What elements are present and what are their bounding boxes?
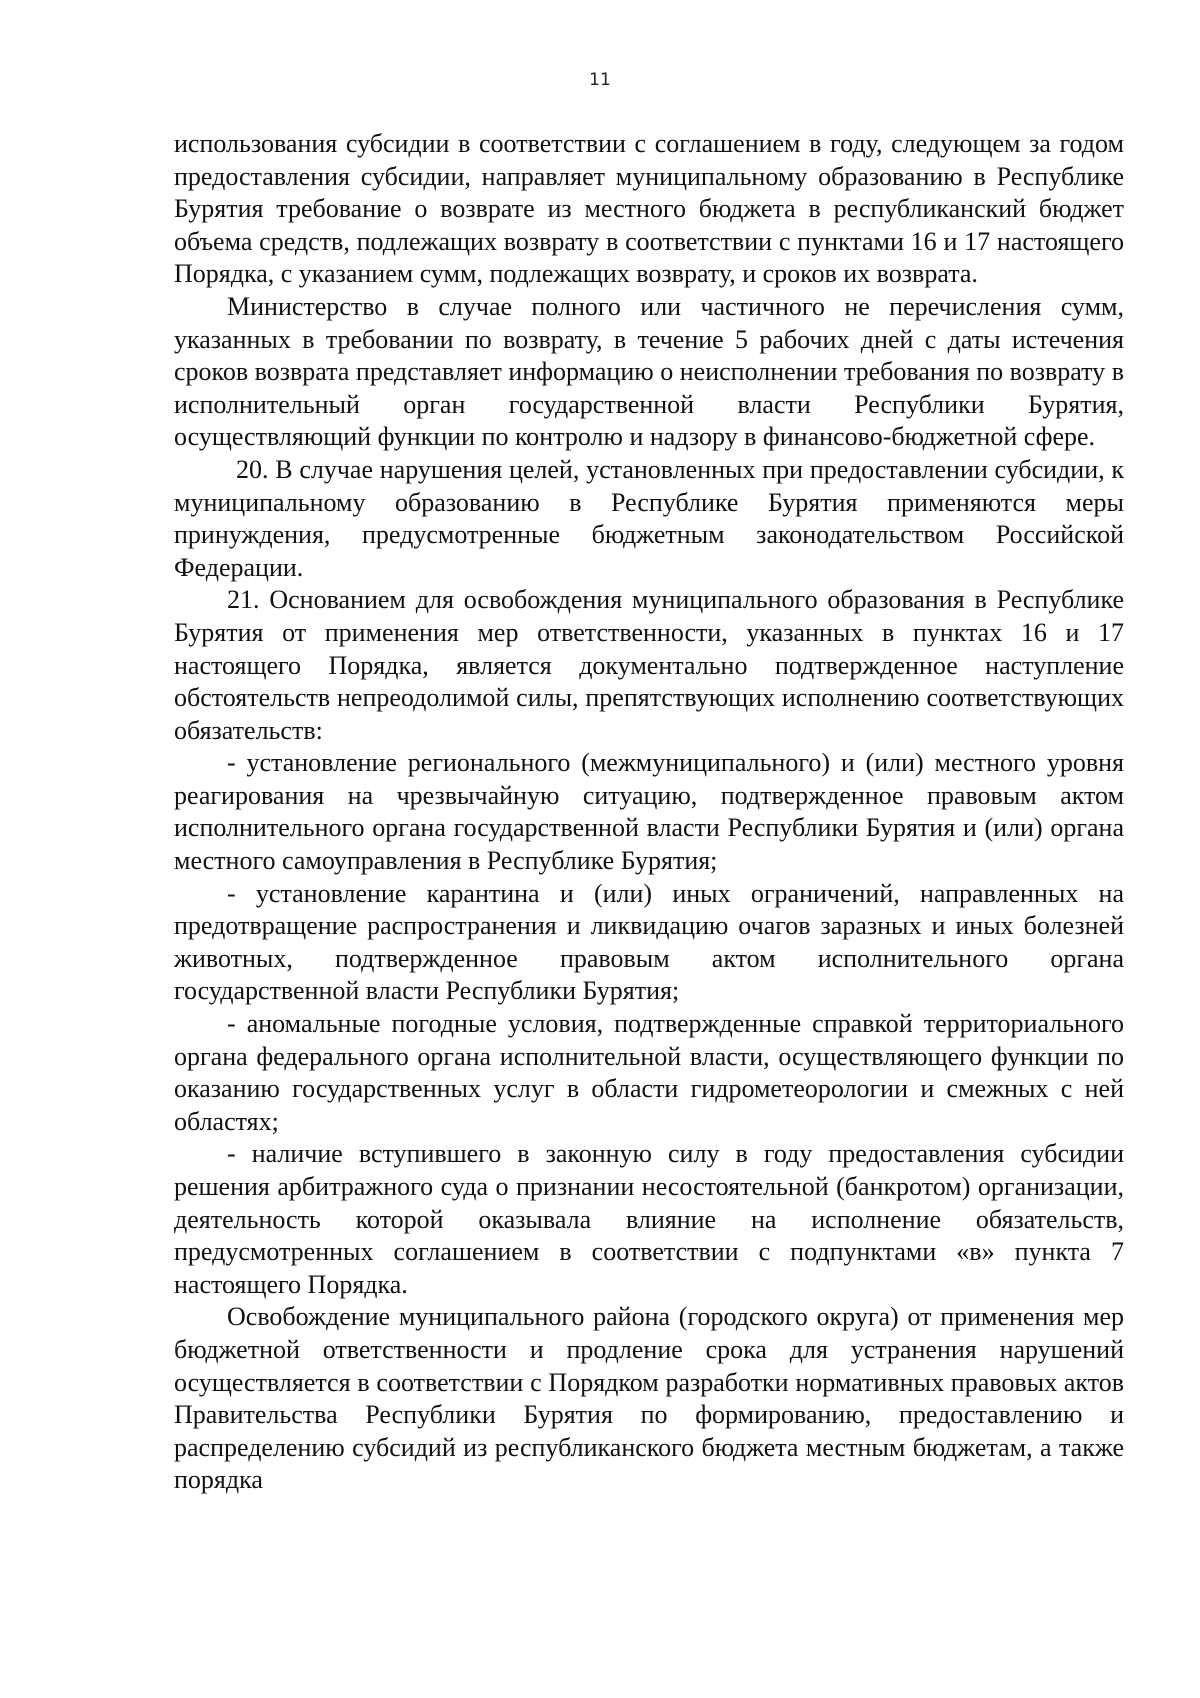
list-item-weather: - аномальные погодные условия, подтвержденные справкой территориального органа федерального органа исполнительной власти, осуществляющего функции по оказанию государственных услуг в области гидрометеорологии и смежных с ней областях; (174, 1009, 1124, 1136)
page-number: 11 (589, 70, 611, 90)
paragraph-return-requirement: использования субсидии в соответствии с соглашением в году, следующем за годом предоставления субсидии, направляет муниципальному образованию в Республике Бурятия требование о возврате из местного бюджета в республиканский бюджет объема средств, подлежащих возврату в соответствии с пунктами 16 и 17 настоящего Порядка, с указанием сумм, подлежащих возврату, и сроков их возврата. (174, 129, 1124, 289)
list-item-emergency: - установление регионального (межмуниципального) и (или) местного уровня реагирования на чрезвычайную ситуацию, подтвержденное правовым актом исполнительного органа государственной власти Республики Бурятия и (или) органа местного самоуправления в Республике Бурятия; (174, 748, 1124, 876)
list-item-bankruptcy: - наличие вступившего в законную силу в году предоставления субсидии решения арбитражного суда о признании несостоятельной (банкротом) организации, деятельность которой оказывала влияние на исполнение обязательств, предусмотренных соглашением в соответствии с подпунктами «в» пункта 7 настоящего Порядка. (174, 1139, 1124, 1299)
paragraph-item-21: 21. Основанием для освобождения муниципального образования в Республике Бурятия от применения мер ответственности, указанных в пунктах 16 и 17 настоящего Порядка, является документально подтвержденное наступление обстоятельств непреодолимой силы, препятствующих исполнению соответствующих обязательств: (174, 585, 1124, 745)
document-body (174, 128, 1124, 1497)
paragraph-exemption: Освобождение муниципального района (городского округа) от применения мер бюджетной ответственности и продление срока для устранения нарушений осуществляется в соответствии с Порядком разработки нормативных правовых актов Правительства Республики Бурятия по формированию, предоставлению и распределению субсидий из республиканского бюджета местным бюджетам, а также порядка (174, 1302, 1124, 1495)
list-item-quarantine: - установление карантина и (или) иных ограничений, направленных на предотвращение распространения и ликвидацию очагов заразных и иных болезней животных, подтвержденное правовым актом исполнительного органа государственной власти Республики Бурятия; (174, 878, 1124, 1006)
paragraph-item-20: 20. В случае нарушения целей, установленных при предоставлении субсидии, к муниципальному образованию в Республике Бурятия применяются меры принуждения, предусмотренные бюджетным законодательством Российской Федерации. (174, 454, 1124, 582)
paragraph-ministry-notification: Министерство в случае полного или частичного не перечисления сумм, указанных в требовании по возврату, в течение 5 рабочих дней с даты истечения сроков возврата представляет информацию о неисполнении требования по возврату в исполнительный орган государственной власти Республики Бурятия, осуществляющий функции по контролю и надзору в финансово-бюджетной сфере. (174, 291, 1124, 452)
